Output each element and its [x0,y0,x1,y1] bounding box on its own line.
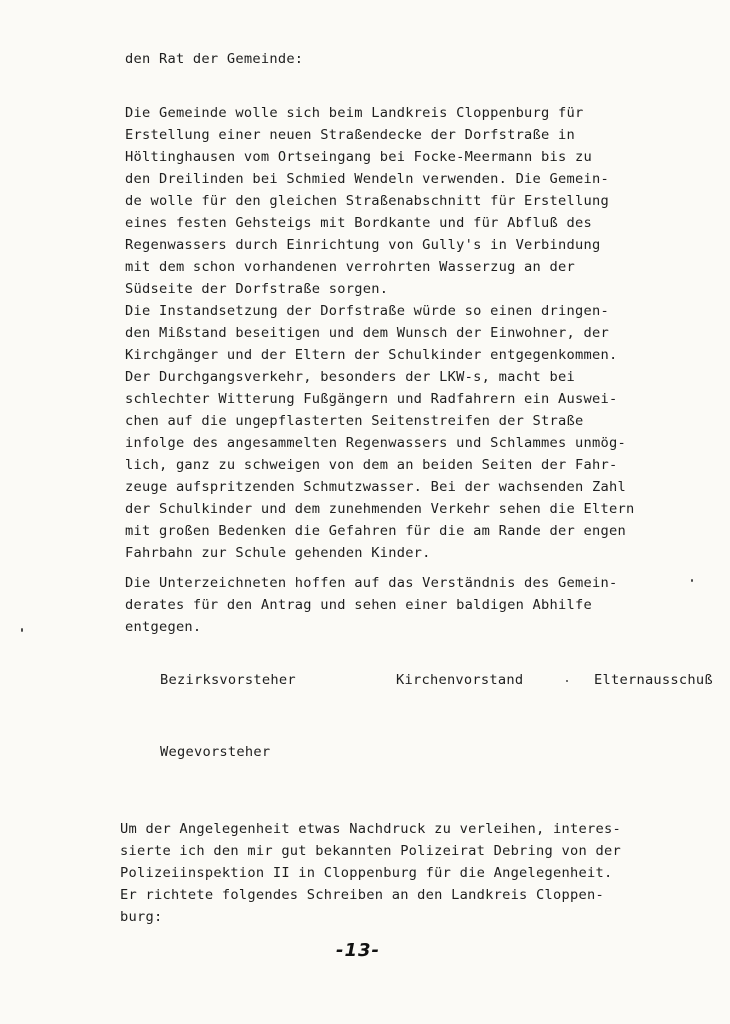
request-line: Südseite der Dorfstraße sorgen. [125,281,389,297]
narrative-line: Er richtete folgendes Schreiben an den Landkreis Cloppen- [120,887,604,903]
request-line: infolge des angesammelten Regenwassers und Schlammes unmög- [125,435,626,451]
closing-line: entgegen. [125,619,202,635]
narrative-line: sierte ich den mir gut bekannten Polizeirat Debring von der [120,843,621,859]
request-line: Der Durchgangsverkehr, besonders der LKW-s, macht bei [125,369,576,385]
request-line: der Schulkinder und dem zunehmenden Verkehr sehen die Eltern [125,501,635,517]
request-line: den Dreilinden bei Schmied Wendeln verwenden. Die Gemein- [125,171,609,187]
request-line: Fahrbahn zur Schule gehenden Kinder. [125,545,431,561]
request-line: Die Gemeinde wolle sich beim Landkreis Cloppenburg für [125,105,584,121]
request-line: Höltinghausen vom Ortseingang bei Focke-Meermann bis zu [125,149,592,165]
request-line: lich, ganz zu schweigen von dem an beiden Seiten der Fahr- [125,457,618,473]
closing-line: derates für den Antrag und sehen einer baldigen Abhilfe [125,597,592,613]
request-line: schlechter Witterung Fußgängern und Radfahrern ein Auswei- [125,391,618,407]
request-line: de wolle für den gleichen Straßenabschnitt für Erstellung [125,193,609,209]
request-line: den Mißstand beseitigen und dem Wunsch der Einwohner, der [125,325,609,341]
request-line: Kirchgänger und der Eltern der Schulkinder entgegenkommen. [125,347,618,363]
paper-speck [566,680,568,682]
request-line: zeuge aufspritzenden Schmutzwasser. Bei der wachsenden Zahl [125,479,626,495]
signatory-wegevorsteher: Wegevorsteher [160,744,271,760]
request-line: Regenwassers durch Einrichtung von Gully's in Verbindung [125,237,601,253]
signatory-bezirksvorsteher: Bezirksvorsteher [160,672,296,688]
page-number: -13- [336,940,380,961]
request-line: mit dem schon vorhandenen verrohrten Wasserzug an der [125,259,576,275]
request-line: mit großen Bedenken die Gefahren für die am Rande der engen [125,523,626,539]
signatory-kirchenvorstand: Kirchenvorstand [396,672,524,688]
paper-speck [691,579,693,582]
request-line: Die Instandsetzung der Dorfstraße würde so einen dringen- [125,303,609,319]
narrative-line: Um der Angelegenheit etwas Nachdruck zu verleihen, interes- [120,821,621,837]
narrative-line: Polizeiinspektion II in Cloppenburg für die Angelegenheit. [120,865,613,881]
closing-line: Die Unterzeichneten hoffen auf das Verständnis des Gemein- [125,575,618,591]
greeting-line: den Rat der Gemeinde: [125,51,304,67]
signatory-elternausschuss: Elternausschuß [594,672,713,688]
request-line: Erstellung einer neuen Straßendecke der Dorfstraße in [125,127,576,143]
request-line: chen auf die ungepflasterten Seitenstreifen der Straße [125,413,584,429]
request-line: eines festen Gehsteigs mit Bordkante und für Abfluß des [125,215,592,231]
narrative-line: burg: [120,909,163,925]
paper-speck [21,628,23,632]
